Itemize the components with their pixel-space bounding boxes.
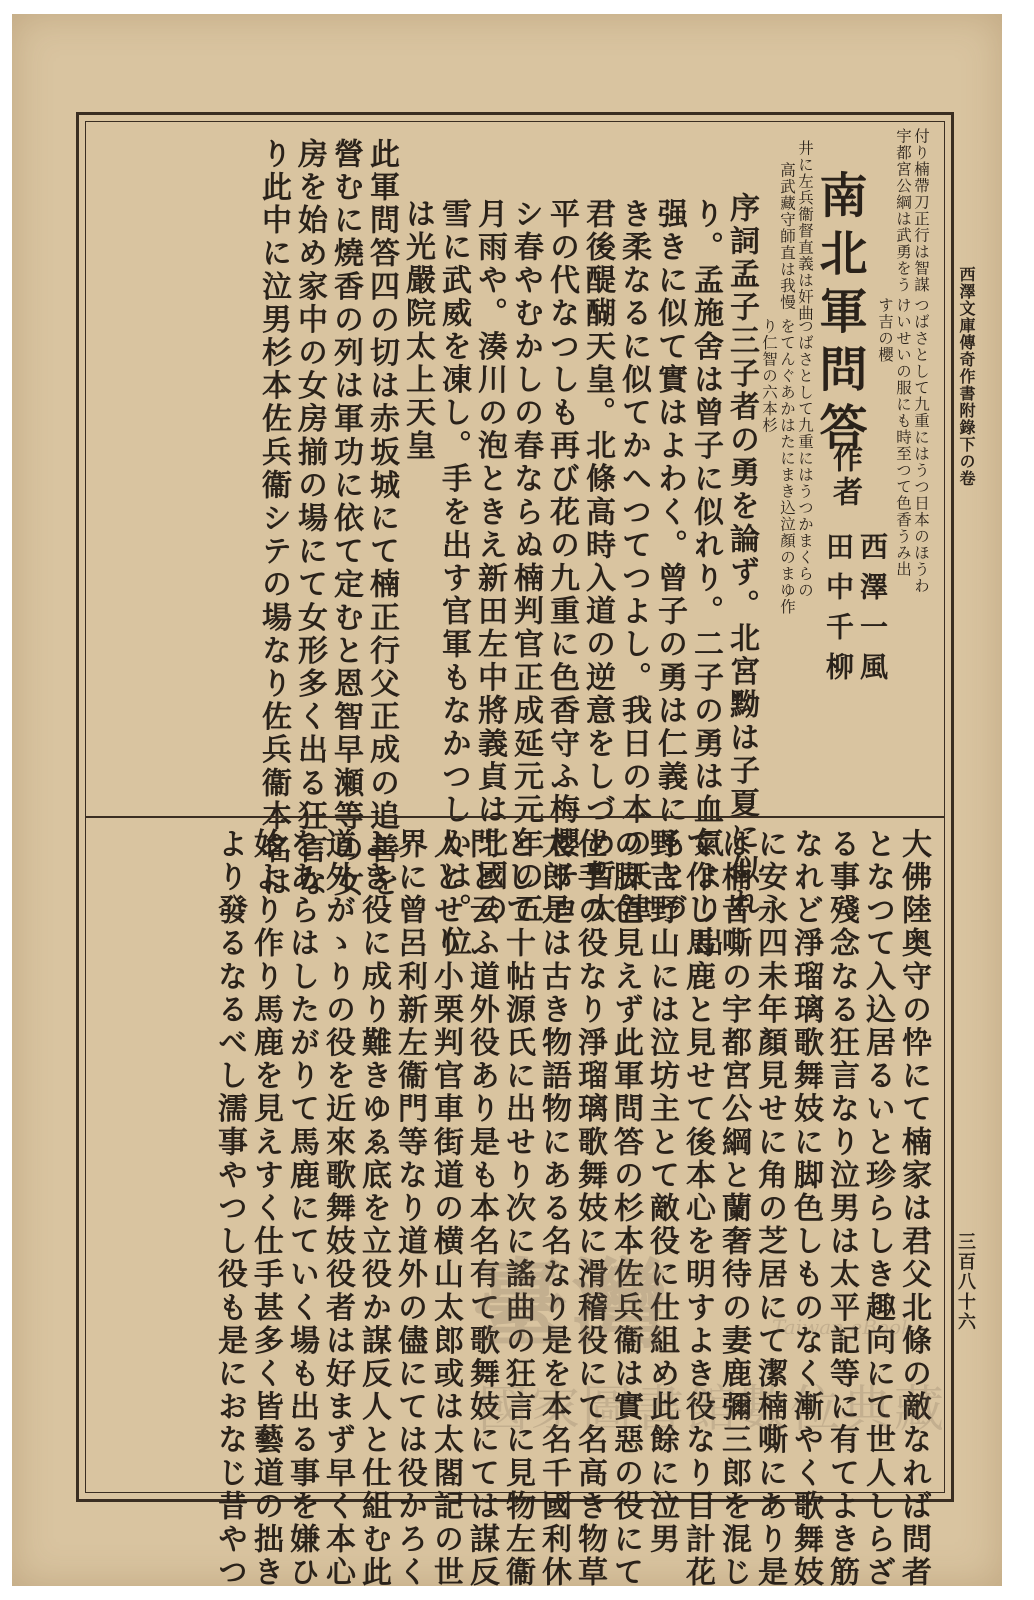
author-2: 田中千柳 [822, 532, 855, 692]
page-title: 南北軍問答 [811, 170, 867, 460]
running-head: 西澤文庫傳奇作書附錄下の卷 [957, 266, 976, 487]
role-note-2: けいせいの服にも時至つて色香うみ出 [894, 297, 912, 578]
watermark-url: Taiwan eBook [772, 1315, 914, 1339]
preface-note-2: 宇都宮公綱は武勇をう [894, 128, 912, 293]
upper-column: 雪に武威を凍し。手を出す官軍もなかつしかは。位 [436, 198, 471, 960]
lower-column: より發るなるべし濡事やつし役も是におなじ昔やつ [212, 828, 247, 1590]
upper-column: は光嚴院太上天皇 [400, 198, 435, 463]
role-note-6: り仁智の六本杉 [760, 318, 778, 434]
upper-column: 强きに似て實はよわく。曾子の勇は仁義にもとづ [652, 198, 687, 927]
lower-column: 仕手の役なり淨瑠璃歌舞妓に滑稽役にて名高き物草 [572, 828, 607, 1590]
role-note-3: す吉の櫻 [876, 297, 894, 363]
preface-note-4: 高武藏守師直は我慢 [778, 162, 796, 311]
library-watermark [472, 1229, 952, 1438]
upper-column: 營むに燒香の列は軍功に依て定むと恩智早瀬等の女 [328, 138, 363, 900]
lower-column: の脚色見えず此軍問答の杉本佐兵衞は實惡の役にて [608, 828, 643, 1590]
byline-label: 作者 [827, 442, 862, 510]
lower-column: 野吉野山には泣坊主とて敵役に仕組め此餘に泣男 [644, 828, 679, 1557]
lower-column: る事殘念なる狂言なり泣男は太平記等に有てよき筋 [824, 828, 859, 1590]
lower-column: をあらはしたがりて馬鹿にていく場も出る事を嫌ひ [284, 828, 319, 1590]
lower-column: 大佛陸奥守の忰にて楠家は君父北條の敵なれば問者 [896, 828, 931, 1590]
upper-column: き柔なるに似てかへつてつよし。我日の本の天津 [616, 198, 651, 927]
author-1: 西澤一風 [856, 532, 889, 692]
upper-column: 序詞孟子三子者の勇を論ず。北宮黝は子夏に似れ [724, 192, 759, 921]
upper-column: 君後醍醐天皇。北條高時入道の逆意をしづめ暫太 [580, 198, 615, 927]
role-note-4: つばさとして九重にはうつかまくらの [796, 318, 814, 599]
lower-column: として十帖源氏に出せり次に謠曲の狂言に見物左衞 [500, 828, 535, 1590]
preface-note-1: 付り楠帶刀正行は智謀 [912, 128, 930, 293]
watermark-institution: 國家圖書館數位典藏 [478, 1380, 946, 1438]
page-number: 三百八十六 [955, 1232, 976, 1332]
lower-column: よき役に成り難きゆゑ底を立役か謀反人と仕組む此 [356, 828, 391, 1590]
lower-column: となつて入込居るいと珍らしき趣向にて世人しらざ [860, 828, 895, 1590]
role-note-5: をてんぐあかはたにまき込泣顏のまゆ作 [778, 318, 796, 615]
watermark-logo: 臺灣 [472, 1248, 672, 1361]
section-divider [86, 816, 944, 818]
lower-column: 始より作り馬鹿を見えすく仕手甚多く皆藝道の拙き [248, 828, 283, 1590]
upper-column: 月雨や。湊川の泡ときえ新田左中將義貞は北國の [472, 198, 507, 927]
lower-column: 太郎是は古き物語物にある名なり是を本名千國利休 [536, 828, 571, 1590]
lower-column: は楠昔嘶の宇都宮公綱と蘭奢待の妻鹿彌三郎を混じ [716, 828, 751, 1590]
book-page [12, 14, 1002, 1590]
upper-column: シ春やむかしの春ならぬ楠判官正成延元元年の五 [508, 198, 543, 927]
upper-column: り。孟施舍は曾子に似れり。二子の勇は血氣より出 [688, 198, 723, 960]
upper-column: り此中に泣男杉本佐兵衞シテの場なり佐兵衞本名は [256, 138, 291, 900]
lower-column: に安永四未年顏見せに角の芝居にて潔楠嘶にあり是 [752, 828, 787, 1590]
lower-column: 門と云ふ道外役あり是も本名有て歌舞妓にては謀反 [464, 828, 499, 1590]
role-note-1: つばさとして九重にはうつ日本のほうわ [912, 297, 930, 594]
lower-column: なれど淨瑠璃歌舞妓に脚色しものなく漸やく歌舞妓 [788, 828, 823, 1590]
preface-note-3: 井に左兵衞督直義は奸曲 [796, 140, 814, 322]
upper-column: 房を始め家中の女房揃の場にて女形多く出る狂言な [292, 138, 327, 900]
upper-column: 平の代なつしも再び花の九重に色香守ふ梅櫻チロ [544, 198, 579, 927]
lower-column: 人とせり小栗判官車街道の横山太郎或は太閤記の世 [428, 828, 463, 1590]
lower-column: 界に曾呂利新左衞門等なり道外の儘にては役かろく [392, 828, 427, 1590]
upper-column: 此軍問答四の切は赤坂城にて楠正行父正成の追善を [364, 138, 399, 900]
lower-column: て作し馬鹿と見せて後本心を明すよき役なり目計花 [680, 828, 715, 1590]
lower-column: 道外がゝりの役を近來歌舞妓役者は好まず早く本心 [320, 828, 355, 1590]
